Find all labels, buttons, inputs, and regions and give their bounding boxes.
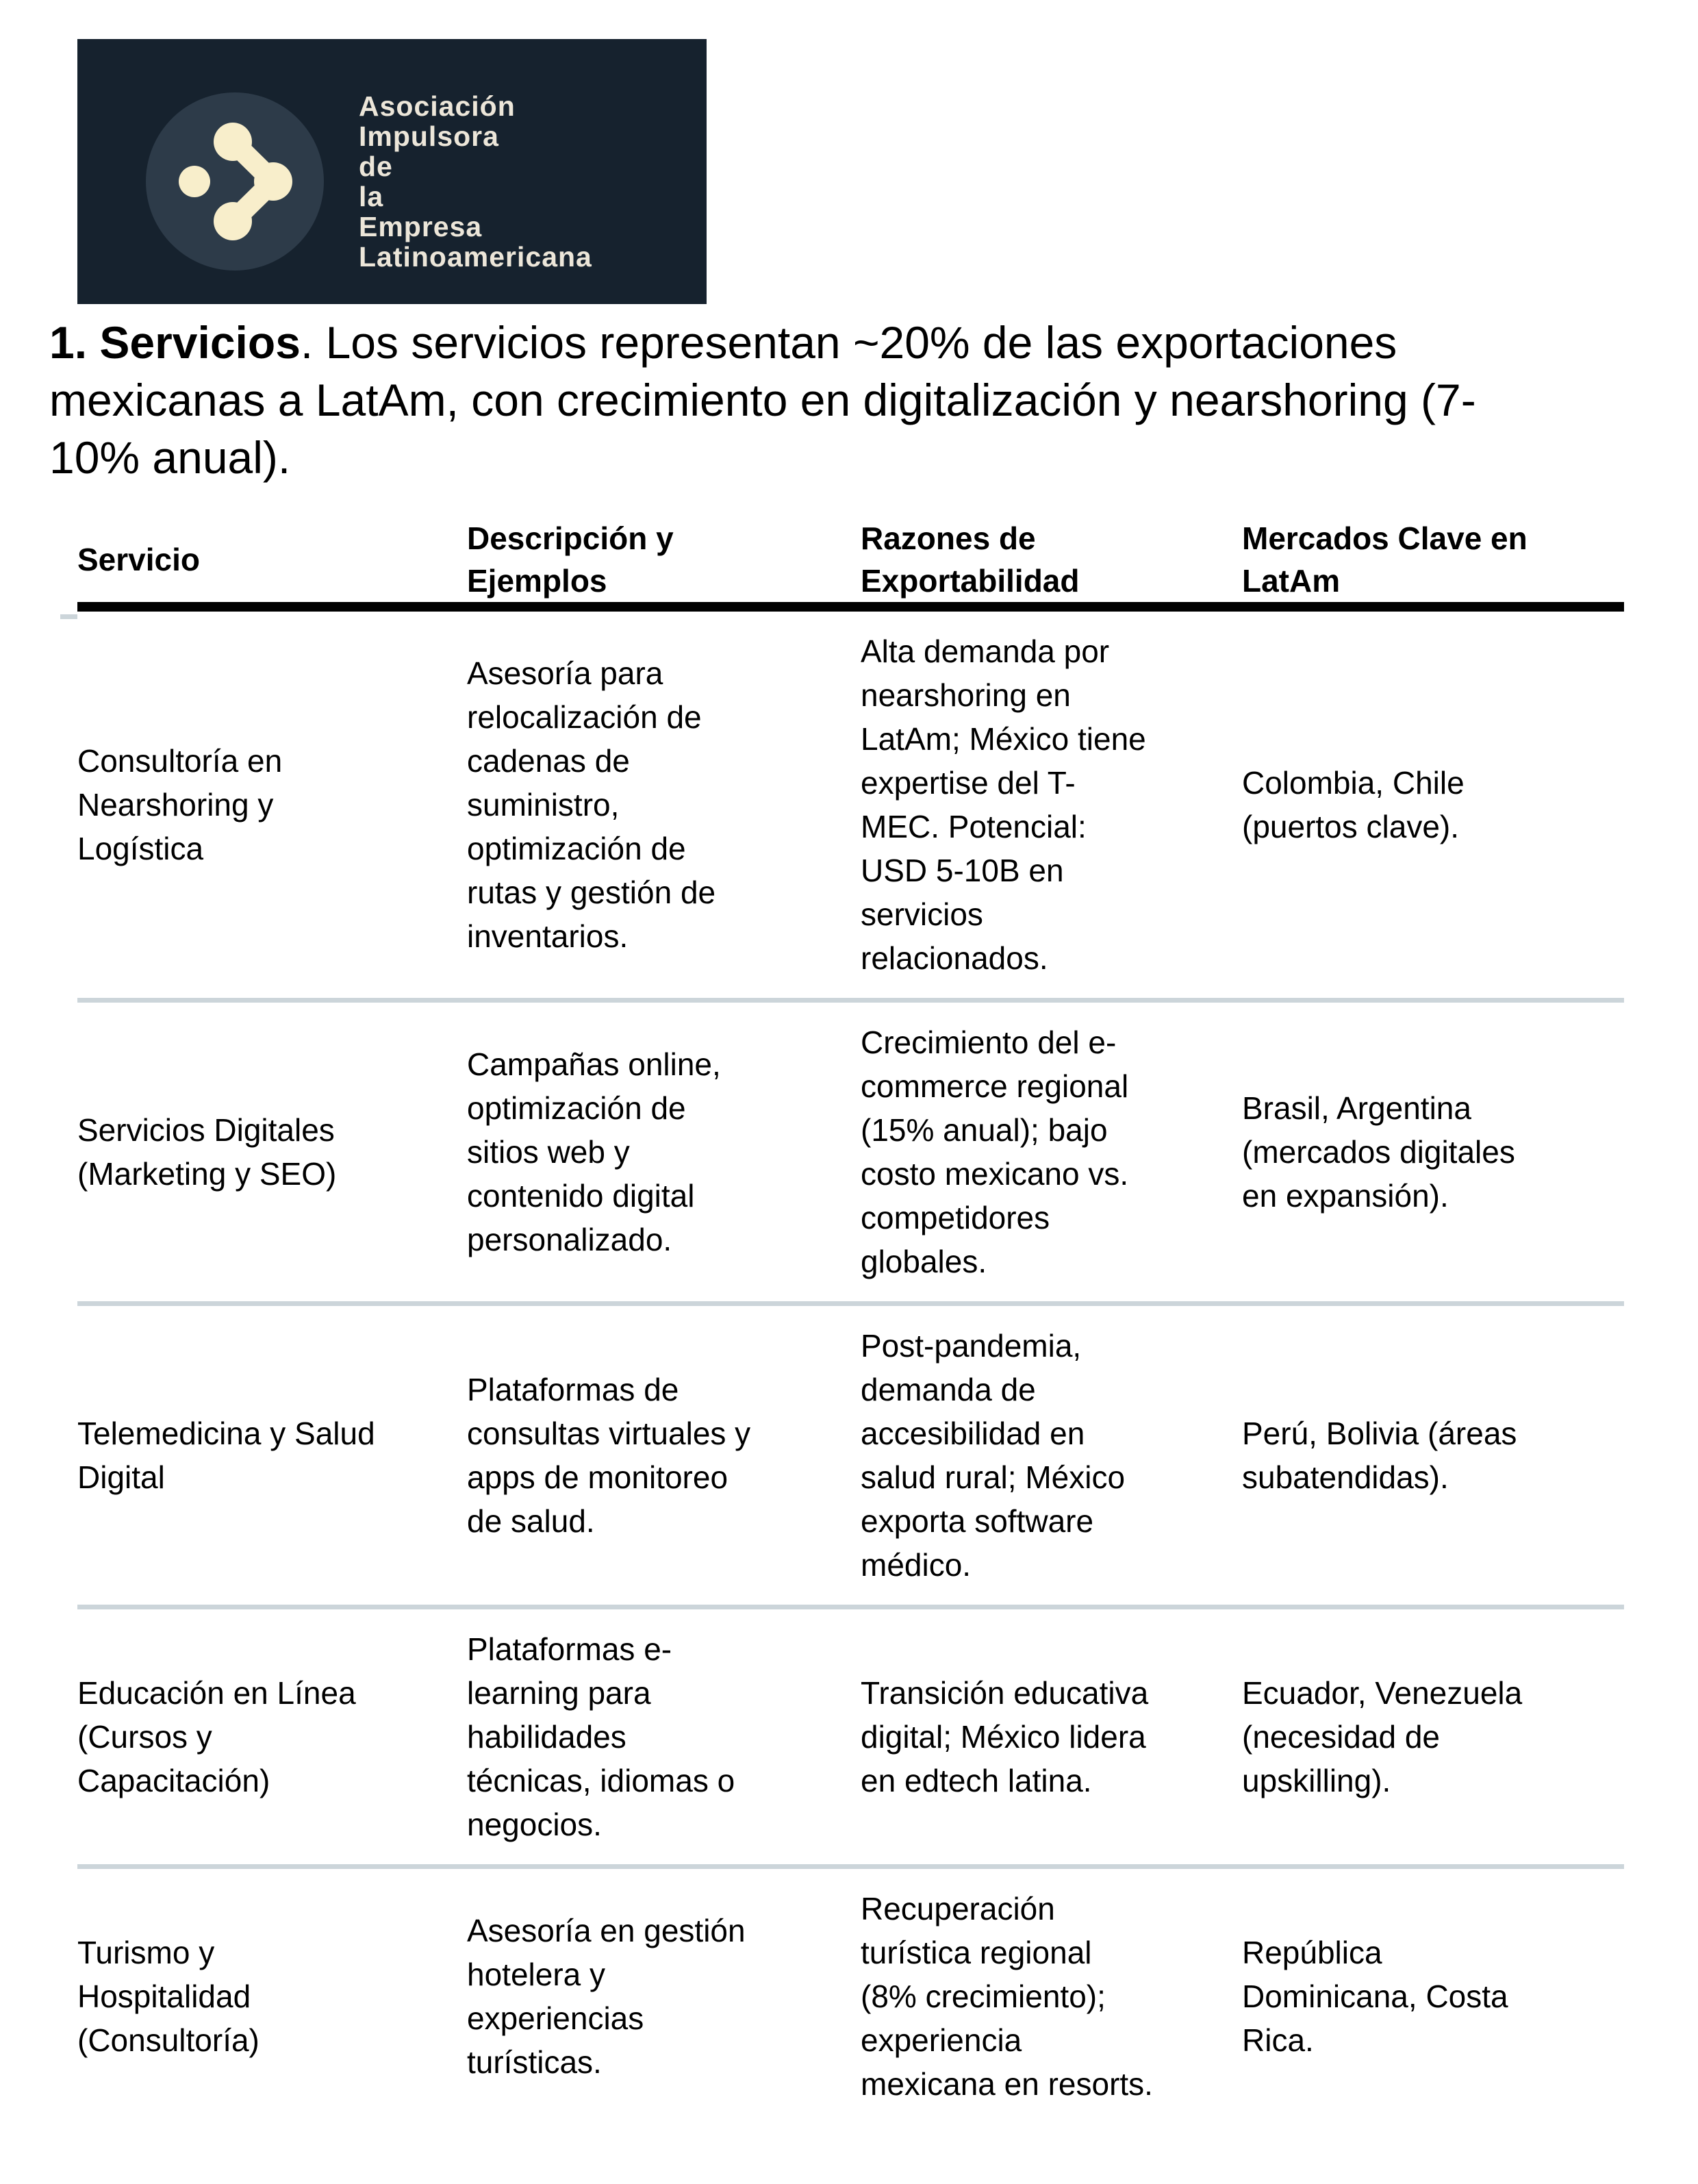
table-row bbox=[77, 1001, 1624, 1304]
cell-servicio: Educación en Línea (Cursos y Capacitación) bbox=[77, 1607, 467, 1867]
cell-razones: Recuperación turística regional (8% crecimiento); experiencia mexicana en resorts. bbox=[861, 1891, 1153, 2102]
cell-mercados: Perú, Bolivia (áreas subatendidas). bbox=[1242, 1304, 1624, 1607]
cell-razones: Post-pandemia, demanda de accesibilidad en salud rural; México exporta software médico. bbox=[861, 1304, 1242, 1607]
cell-servicio: Servicios Digitales (Marketing y SEO) bbox=[77, 1001, 467, 1304]
table-header-row bbox=[77, 517, 1624, 607]
cell-descripcion: Campañas online, optimización de sitios web y contenido digital personalizado. bbox=[467, 1001, 861, 1304]
logo-word: de bbox=[359, 151, 393, 182]
cell-razones: Transición educativa digital; México lidera en edtech latina. bbox=[861, 1607, 1242, 1867]
cell-descripcion: Asesoría para relocalización de cadenas de suministro, optimización de rutas y gestión de inventarios. bbox=[467, 607, 861, 1001]
org-logo-wordmark bbox=[359, 91, 592, 272]
table-row bbox=[77, 1867, 1624, 2124]
logo-word: Asociación bbox=[359, 90, 516, 122]
cell-mercados: República Dominicana, Costa Rica. bbox=[1242, 1935, 1508, 2058]
cell-mercados: Colombia, Chile (puertos clave). bbox=[1242, 607, 1624, 1001]
cell-descripcion: Plataformas de consultas virtuales y apps de monitoreo de salud. bbox=[467, 1304, 861, 1607]
col-header-descripcion: Descripción y Ejemplos bbox=[467, 517, 861, 607]
logo-word: Empresa bbox=[359, 211, 483, 242]
col-header-servicio: Servicio bbox=[77, 517, 467, 607]
logo-word: la bbox=[359, 181, 384, 212]
logo-word: Latinoamericana bbox=[359, 241, 592, 273]
cell-descripcion: Asesoría en gestión hotelera y experiencias turísticas. bbox=[467, 1913, 746, 2080]
section-heading bbox=[49, 314, 1549, 486]
cell-razones: Crecimiento del e-commerce regional (15% anual); bajo costo mexicano vs. competidores globales. bbox=[861, 1001, 1242, 1304]
table-row bbox=[77, 1607, 1624, 1867]
org-logo bbox=[77, 39, 707, 304]
cell-mercados: Brasil, Argentina (mercados digitales en expansión). bbox=[1242, 1001, 1624, 1304]
services-table bbox=[77, 517, 1624, 2124]
table-row bbox=[77, 607, 1624, 1001]
section-heading-text: . Los servicios representan ~20% de las exportaciones mexicanas a LatAm, con crecimiento en digitalización y nearshoring (7-10% anual). bbox=[49, 317, 1476, 483]
col-header-razones: Razones de Exportabilidad bbox=[861, 517, 1242, 607]
section-heading-number: 1. Servicios bbox=[49, 317, 301, 368]
table-row bbox=[77, 1304, 1624, 1607]
cell-servicio: Telemedicina y Salud Digital bbox=[77, 1304, 467, 1607]
cell-mercados: Ecuador, Venezuela (necesidad de upskilling). bbox=[1242, 1607, 1624, 1867]
cell-servicio: Turismo y Hospitalidad (Consultoría) bbox=[77, 1935, 259, 2058]
cell-razones: Alta demanda por nearshoring en LatAm; México tiene expertise del T-MEC. Potencial: USD 5-10B en servicios relacionados. bbox=[861, 607, 1242, 1001]
cell-descripcion: Plataformas e-learning para habilidades técnicas, idiomas o negocios. bbox=[467, 1607, 861, 1867]
logo-word: Impulsora bbox=[359, 121, 499, 152]
col-header-mercados: Mercados Clave en LatAm bbox=[1242, 517, 1624, 607]
cell-servicio: Consultoría en Nearshoring y Logística bbox=[77, 607, 467, 1001]
table-rule-cap bbox=[60, 614, 77, 619]
